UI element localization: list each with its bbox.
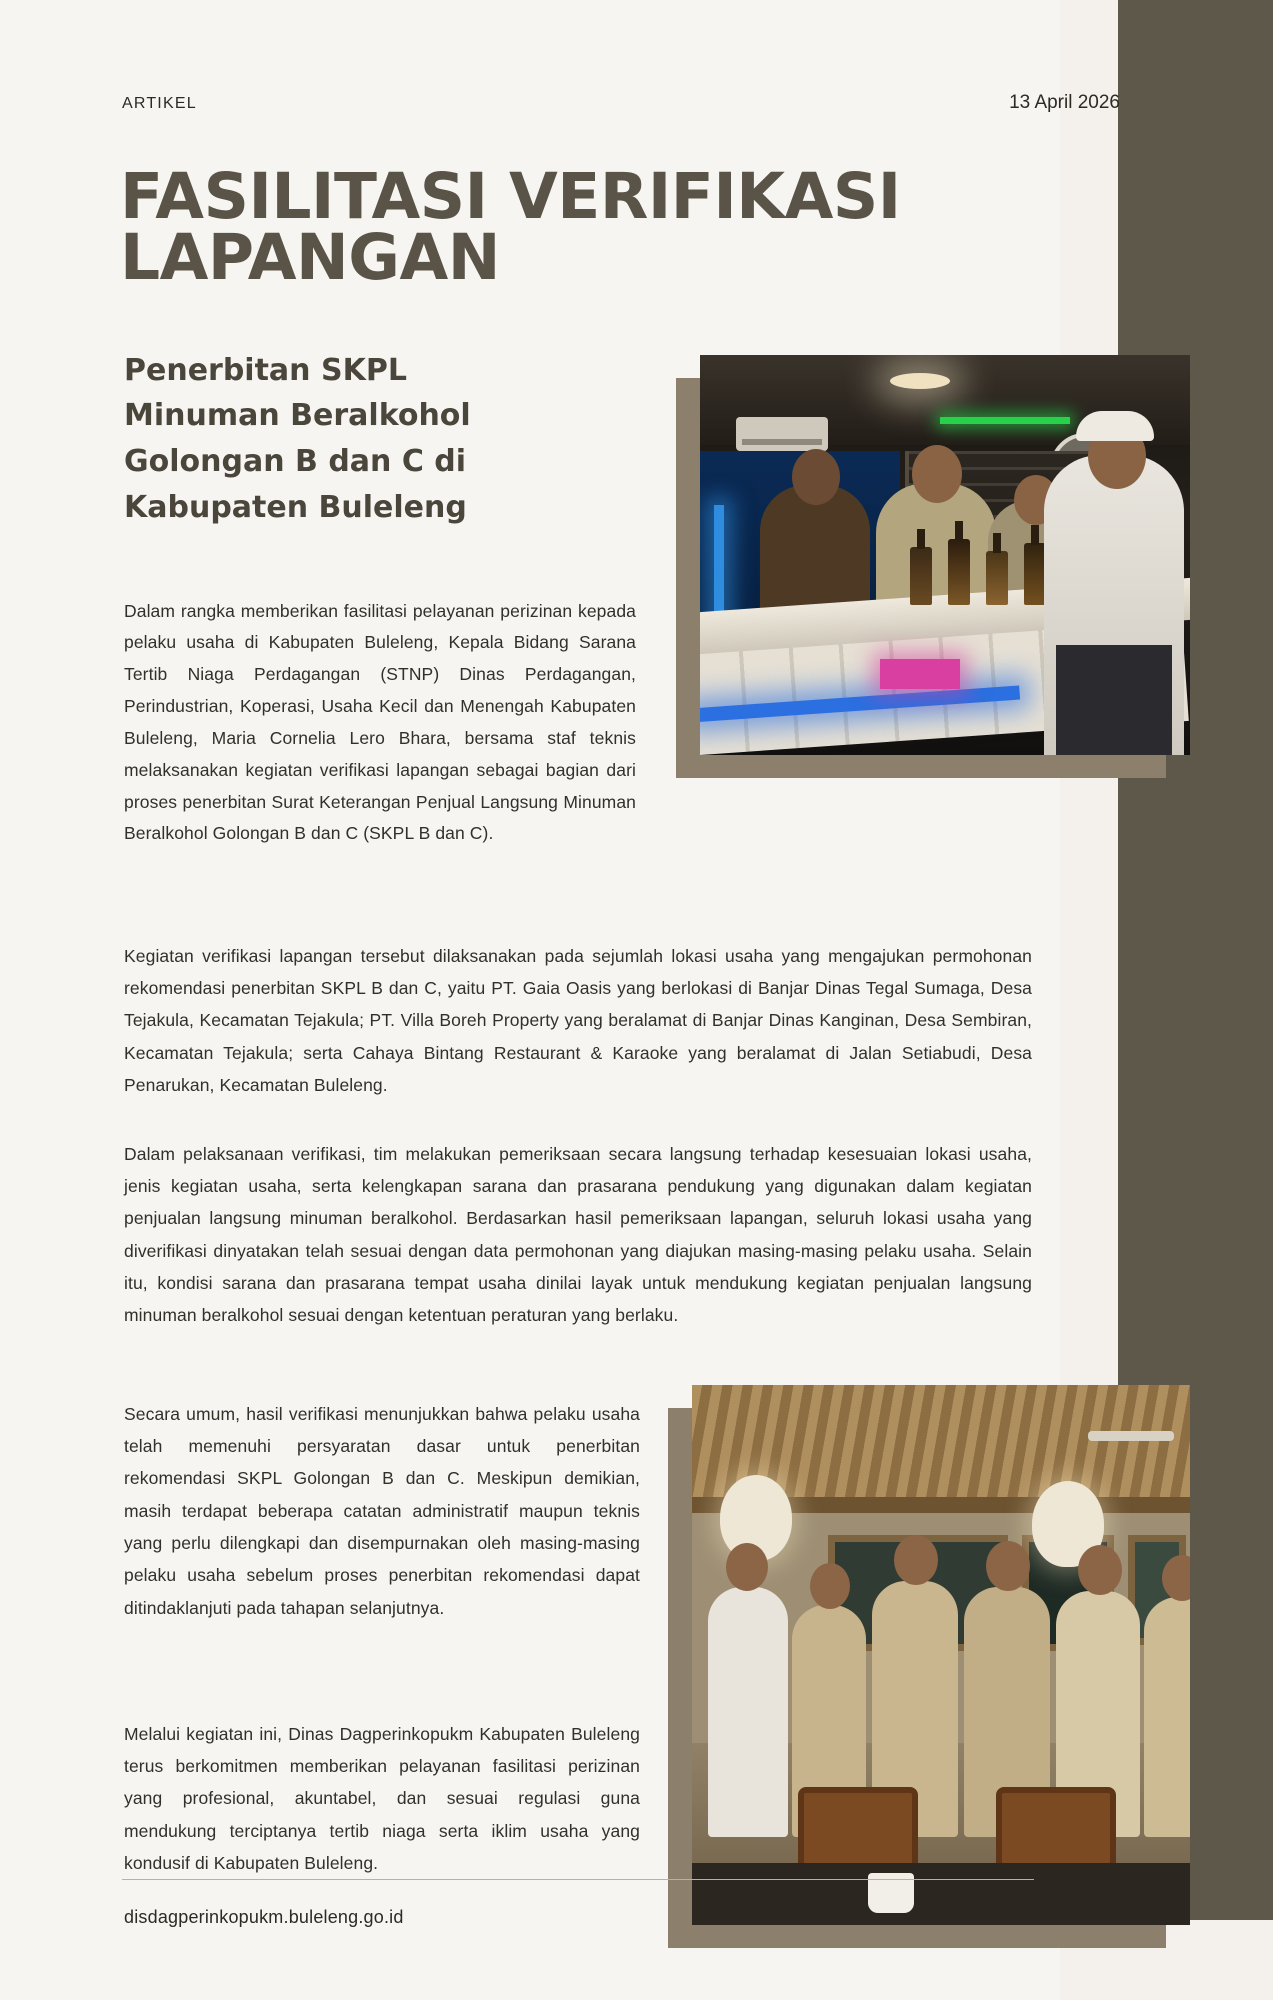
article-header xyxy=(122,92,1182,114)
paragraph-intro: Dalam rangka memberikan fasilitasi pelayanan perizinan kepada pelaku usaha di Kabupaten Buleleng, Kepala Bidang Sarana Tertib Niaga Perdagangan (STNP) Dinas Perdagangan, Perindustrian, Koperasi, Usaha Kecil dan Menengah Kabupaten Buleleng, Maria Cornelia Lero Bhara, bersama staf teknis melaksanakan kegiatan verifikasi lapangan sebagai bagian dari proses penerbitan Surat Keterangan Penjual Langsung Minuman Beralkohol Golongan B dan C (SKPL B dan C). xyxy=(124,600,636,844)
photo-bar-verification xyxy=(700,355,1190,755)
paragraph-5: Melalui kegiatan ini, Dinas Dagperinkopukm Kabupaten Buleleng terus berkomitmen memberikan pelayanan fasilitasi perizinan yang profesional, akuntabel, dan sesuai regulasi guna mendukung terciptanya tertib niaga serta iklim usaha yang kondusif di Kabupaten Buleleng. xyxy=(124,1723,640,1873)
article-date: 13 April 2026 xyxy=(1009,92,1120,113)
page-title: FASILITASI VERIFIKASI LAPANGAN xyxy=(120,160,901,294)
article-kicker: ARTIKEL xyxy=(122,95,197,112)
footer-website-url[interactable]: disdagperinkopukm.buleleng.go.id xyxy=(124,1907,404,1927)
article-subtitle: Penerbitan SKPL Minuman Beralkohol Golongan B dan C di Kabupaten Buleleng xyxy=(124,352,471,525)
footer-divider xyxy=(122,1879,1034,1880)
paragraph-3: Dalam pelaksanaan verifikasi, tim melakukan pemeriksaan secara langsung terhadap kesesuaian lokasi usaha, jenis kegiatan usaha, serta kelengkapan sarana dan prasarana pendukung yang digunakan dalam kegiatan penjualan langsung minuman beralkohol. Berdasarkan hasil pemeriksaan lapangan, seluruh lokasi usaha yang diverifikasi dinyatakan telah sesuai dengan data permohonan yang diajukan masing-masing pelaku usaha. Selain itu, kondisi sarana dan prasarana tempat usaha dinilai layak untuk mendukung kegiatan penjualan langsung minuman beralkohol sesuai dengan ketentuan peraturan yang berlaku. xyxy=(124,1143,1032,1326)
paragraph-4: Secara umum, hasil verifikasi menunjukkan bahwa pelaku usaha telah memenuhi persyaratan dasar untuk penerbitan rekomendasi SKPL Golongan B dan C. Meskipun demikian, masih terdapat beberapa catatan administratif maupun teknis yang perlu dilengkapi dan disempurnakan oleh masing-masing pelaku usaha sebelum proses penerbitan rekomendasi dapat ditindaklanjuti pada tahapan selanjutnya. xyxy=(124,1403,640,1618)
paragraph-2: Kegiatan verifikasi lapangan tersebut dilaksanakan pada sejumlah lokasi usaha yang mengajukan permohonan rekomendasi penerbitan SKPL B dan C, yaitu PT. Gaia Oasis yang berlokasi di Banjar Dinas Tegal Sumaga, Desa Tejakula, Kecamatan Tejakula; PT. Villa Boreh Property yang beralamat di Banjar Dinas Kanginan, Desa Sembiran, Kecamatan Tejakula; serta Cahaya Bintang Restaurant & Karaoke yang beralamat di Jalan Setiabudi, Desa Penarukan, Kecamatan Buleleng. xyxy=(124,945,1032,1095)
photo-group-restaurant xyxy=(692,1385,1190,1925)
